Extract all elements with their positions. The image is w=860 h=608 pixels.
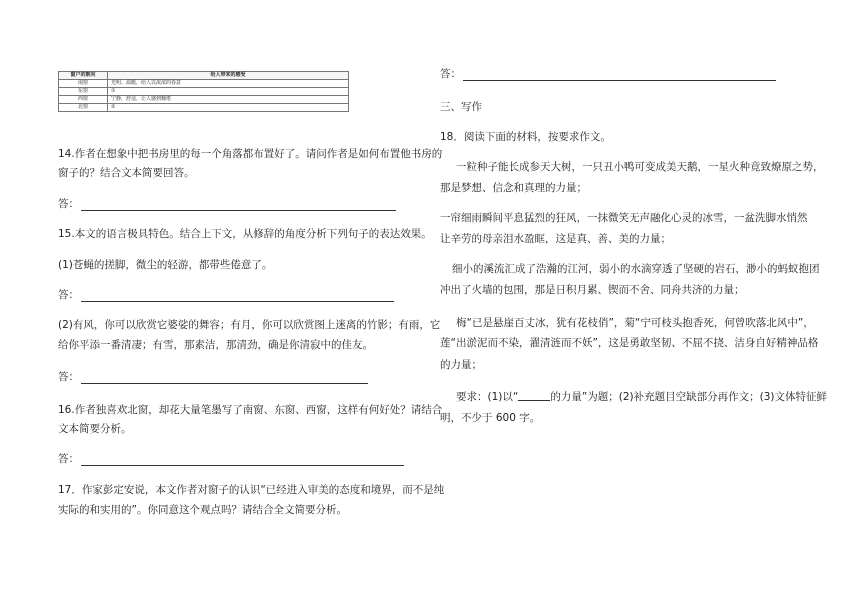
answer-line-16[interactable] <box>58 452 404 466</box>
answer-blank[interactable] <box>81 291 394 302</box>
question-15-item-2-line-1: (2)有风，你可以欣赏它婆娑的舞容；有月，你可以欣赏图上迷离的竹影；有雨，它 <box>58 319 441 331</box>
writing-requirement-line-2: 明，不少于 600 字。 <box>440 412 541 424</box>
table-cell-direction: 西窗 <box>59 96 108 104</box>
table-cell-feeling: ② <box>108 104 349 112</box>
material-para-4-line-2: 莲“出淤泥而不染，濯清涟而不妖”，这是勇敢坚韧、不屈不挠、洁身自好精神品格 <box>440 337 819 349</box>
table-header-direction: 窗户的朝向 <box>59 72 108 80</box>
table-header-row <box>59 72 349 80</box>
question-15-item-1: (1)苍蝇的搓脚，微尘的轻游，都带些倦意了。 <box>58 259 273 271</box>
answer-label: 答： <box>58 453 79 465</box>
answer-blank[interactable] <box>463 70 776 81</box>
answer-blank[interactable] <box>81 373 368 384</box>
writing-requirement-line-1 <box>456 390 827 404</box>
section-title-writing: 三、写作 <box>440 101 482 113</box>
material-para-2-line-2: 让辛劳的母亲泪水盈眶，这是真、善、美的力量； <box>440 233 671 245</box>
answer-blank[interactable] <box>81 200 396 211</box>
table-row <box>59 96 349 104</box>
table-row <box>59 104 349 112</box>
answer-label: 答： <box>58 371 79 383</box>
table-cell-feeling: 光明、温暖，给人以浓浓的春意 <box>108 80 349 88</box>
answer-blank[interactable] <box>81 455 404 466</box>
table-header-feeling: 给人带来的感受 <box>108 72 349 80</box>
material-para-3-line-1: 细小的溪流汇成了浩瀚的江河，弱小的水滴穿透了坚硬的岩石，渺小的蚂蚁抱团 <box>452 263 820 275</box>
question-17-line-1: 17．作家彭定安说，本文作者对窗子的认识“已经进入审美的态度和境界，而不是纯 <box>58 484 445 496</box>
table-row <box>59 80 349 88</box>
question-16-line-2: 文本简要分析。 <box>58 423 132 435</box>
requirement-text-a: 要求：(1)以“ <box>456 391 519 403</box>
question-14-line-2: 窗子的？结合文本简要回答。 <box>58 167 195 179</box>
question-16-line-1: 16.作者独喜欢北窗，却花大量笔墨写了南窗、东窗、西窗，这样有何好处？请结合 <box>58 404 443 416</box>
table-cell-direction: 南窗 <box>59 80 108 88</box>
table-cell-direction: 东窗 <box>59 88 108 96</box>
question-18: 18．阅读下面的材料，按要求作文。 <box>440 131 611 143</box>
table-cell-direction: 北窗 <box>59 104 108 112</box>
table-cell-feeling: 宁静，舒适，让人感到慵倦 <box>108 96 349 104</box>
question-15-item-2-line-2: 给你平添一番清凄；有雪，那素洁，那清劲，确是你清寂中的佳友。 <box>58 339 373 351</box>
answer-line-15-1[interactable] <box>58 288 394 302</box>
window-direction-table <box>58 71 349 112</box>
question-14-line-1: 14.作者在想象中把书房里的每一个角落都布置好了。请问作者是如何布置他书房的 <box>58 148 443 160</box>
material-para-2-line-1: 一帘细雨瞬间平息猛烈的狂风，一抹微笑无声融化心灵的冰雪，一盆洗脚水悄然 <box>440 212 808 224</box>
answer-line-15-2[interactable] <box>58 370 368 384</box>
table-row <box>59 88 349 96</box>
requirement-text-b: 的力量”为题；(2)补充题目空缺部分再作文；(3)文体特征鲜 <box>550 391 828 403</box>
table-cell-feeling: ① <box>108 88 349 96</box>
question-15-line-1: 15.本文的语言极具特色。结合上下文，从修辞的角度分析下列句子的表达效果。 <box>58 228 432 240</box>
material-para-3-line-2: 冲出了火墙的包围，那是日积月累、锲而不舍、同舟共济的力量； <box>440 284 745 296</box>
answer-line-14[interactable] <box>58 197 396 211</box>
material-para-4-line-3: 的力量； <box>440 359 482 371</box>
material-para-4-line-1: 梅“已是悬崖百丈冰，犹有花枝俏”，菊“宁可枝头抱香死，何曾吹落北风中”， <box>456 317 814 329</box>
material-para-1-line-2: 那是梦想、信念和真理的力量； <box>440 182 587 194</box>
answer-label: 答： <box>58 198 79 210</box>
title-blank[interactable] <box>518 391 550 401</box>
answer-label: 答： <box>58 289 79 301</box>
question-17-line-2: 实际的和实用的”。你同意这个观点吗？请结合全文简要分析。 <box>58 504 347 516</box>
answer-label: 答： <box>440 68 461 80</box>
answer-line-17[interactable] <box>440 67 776 81</box>
material-para-1-line-1: 一粒种子能长成参天大树，一只丑小鸭可变成美天鹅，一星火种竟致燎原之势， <box>456 161 824 173</box>
